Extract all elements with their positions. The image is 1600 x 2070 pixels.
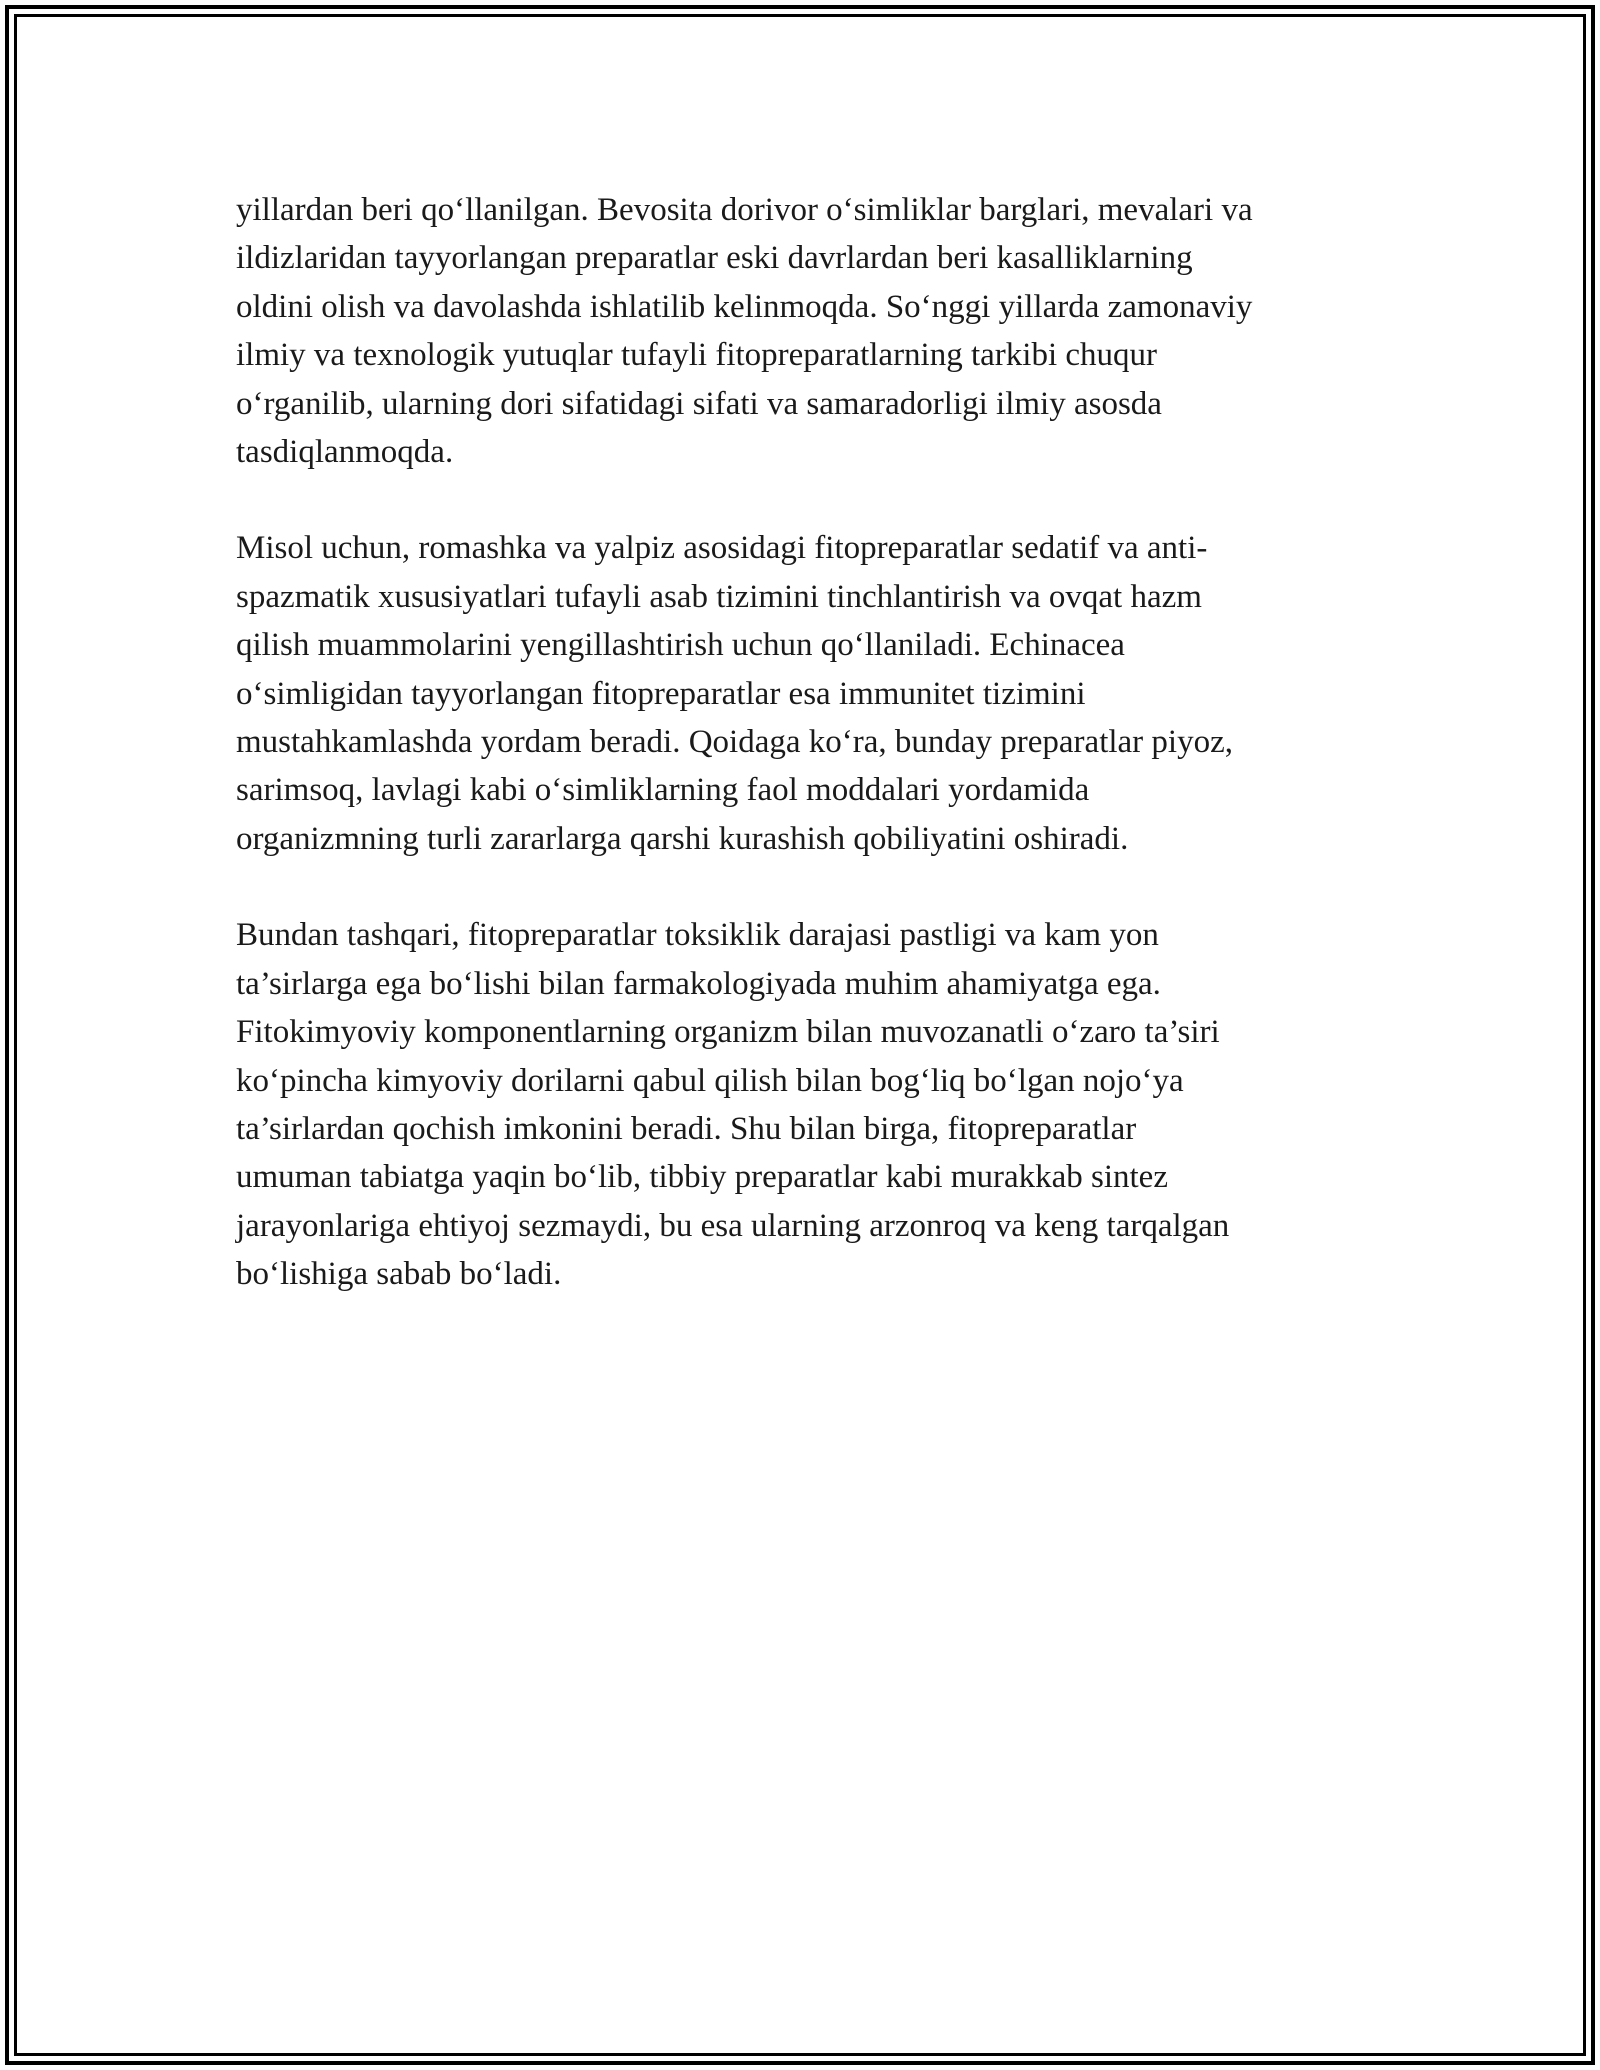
paragraph-1: yillardan beri qo‘llanilgan. Bevosita dorivor o‘simliklar barglari, mevalari va ildizlaridan tayyorlangan preparatlar eski davrlardan beri kasalliklarning oldini olish va davolashda ishlatilib kelinmoqda. So‘nggi yillarda zamonaviy ilmiy va texnologik yutuqlar tufayli fitopreparatlarning tarkibi chuqur o‘rganilib, ularning dori sifatidagi sifati va samaradorligi ilmiy asosda tasdiqlanmoqda.: [236, 192, 1253, 471]
document-body: [236, 186, 1366, 1347]
paragraph-3: Bundan tashqari, fitopreparatlar toksiklik darajasi pastligi va kam yon ta’sirlarga ega bo‘lishi bilan farmakologiyada muhim ahamiyatga ega. Fitokimyoviy komponentlarning organizm bilan muvozanatli o‘zaro ta’siri ko‘pincha kimyoviy dorilarni qabul qilish bilan bog‘liq bo‘lgan nojo‘ya ta’sirlardan qochish imkonini beradi. Shu bilan birga, fitopreparatlar umuman tabiatga yaqin bo‘lib, tibbiy preparatlar kabi murakkab sintez jarayonlariga ehtiyoj sezmaydi, bu esa ularning arzonroq va keng tarqalgan bo‘lishiga sabab bo‘ladi.: [236, 917, 1230, 1293]
paragraph-2: Misol uchun, romashka va yalpiz asosidagi fitopreparatlar sedatif va anti- spazmatik xususiyatlari tufayli asab tizimini tinchlantirish va ovqat hazm qilish muammolarini yengillashtirish uchun qo‘llaniladi. Echinacea o‘simligidan tayyorlangan fitopreparatlar esa immunitet tizimini mustahkamlashda yordam beradi. Qoidaga ko‘ra, bunday preparatlar piyoz, sarimsoq, lavlagi kabi o‘simliklarning faol moddalari yordamida organizmning turli zararlarga qarshi kurashish qobiliyatini oshiradi.: [236, 530, 1233, 857]
